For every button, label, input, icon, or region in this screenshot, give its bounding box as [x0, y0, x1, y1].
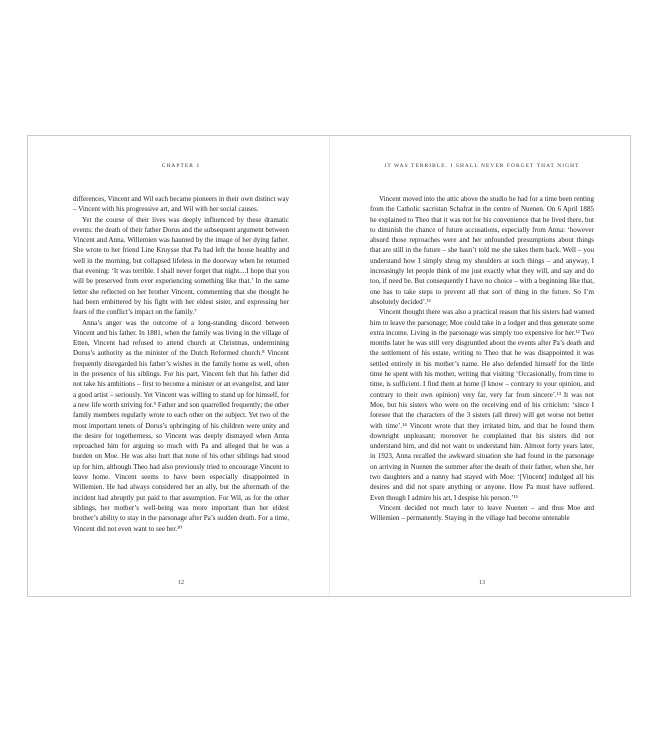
body-text — [73, 194, 289, 534]
body-text — [370, 194, 594, 524]
running-head: CHAPTER 1 — [161, 163, 201, 169]
book-spread — [27, 135, 631, 597]
paragraph: Anna’s anger was the outcome of a long-standing discord between Vincent and his father. In 1881, when the family was living in the village of Etten, Vincent had refused to attend church at Christmas, undermining Dorus’s authority as the minister of the Dutch Reformed church.⁸ Vincent frequently disregarded his father’s wishes in the family home as well, often in the presence of his siblings. For his part, Vincent felt that his father did not take his ambitions – first to become a minister or an evangelist, and later a good artist – seriously. Yet Vincent was willing to stand up for himself, for a new life worth striving for.⁹ Father and son quarrelled frequently; the other family members regularly wrote to each other on the subject. Yet two of the most important tenets of Dorus’s upbringing of his children were unity and the desire for togetherness, so Vincent was deeply dismayed when Anna reproached him for arguing so much with Pa and alleged that he was a burden on Moe. He was also hurt that none of his other siblings had stood up for him, although Theo had also previously tried to encourage Vincent to leave home. Vincent seems to have been especially disappointed in Willemien. He had always considered her an ally, but the aftermath of the incident had abruptly put paid to that assumption. For Wil, as for the other siblings, her mother’s well-being was more important than her eldest brother’s ability to stay in the parsonage after Pa’s sudden death. For a time, Vincent did not even want to see her.¹⁰ — [73, 318, 289, 533]
paragraph: Vincent thought there was also a practical reason that his sisters had wanted him to leave the parsonage; Moe could take in a lodger and thus generate some extra income. Living in the parsonage was simply too expensive for her.¹² Two months later he was still very disgruntled about the events after Pa’s death and the settlement of his estate, writing to Theo that he was disappointed it was settled entirely in his mother’s name. He also defended himself for the little time he spent with his mother, writing that visiting ‘Occasionally, from time to time, is sufficient. I find them at home (I know – contrary to your opinion, and contrary to their own opinion) very far, very far from sincere’.¹³ It was not Moe, but his sisters who were on the receiving end of his criticism: ‘since I foresee that the characters of the 3 sisters (all three) will get worse not better with time’.¹⁴ Vincent wrote that they irritated him, and that he found them downright unpleasant; moreover he complained that his sisters did not understand him, and did not want to understand him. Almost forty years later, in 1923, Anna recalled the awkward situation she had found in the parsonage on arriving in Nuenen the summer after the death of their father, when she, her two daughters and a nanny had stayed with Moe: ‘[Vincent] indulged all his desires and did not spare anything or anyone. How Pa must have suffered. Even though I admire his art, I despise his person.’¹⁵ — [370, 308, 594, 502]
paragraph: Vincent decided not much later to leave Nuenen – and thus Moe and Willemien – permanently. Staying in the village had become untenable — [370, 503, 594, 523]
left-page — [28, 136, 329, 596]
page-number: 13 — [479, 580, 485, 586]
right-page — [330, 136, 631, 596]
paragraph: Yet the course of their lives was deeply influenced by these dramatic events: the death of their father Dorus and the subsequent argument between Vincent and Anna. Willemien was haunted by the image of her dying father. She wrote to her friend Line Kruysse that Pa had left the house healthy and well in the morning, but collapsed lifeless in the doorway when he returned that evening: ‘It was terrible. I shall never forget that night....I hope that you will be preserved from ever experiencing something like that.’ In the same letter she reflected on her brother Vincent, commenting that she thought he had been embittered by his fight with her eldest sister, and expressing her fears of the conflict’s impact on the family.⁷ — [73, 215, 289, 317]
running-head: IT WAS TERRIBLE. I SHALL NEVER FORGET THAT NIGHT — [384, 163, 580, 169]
paragraph: Vincent moved into the attic above the studio he had for a time been renting from the Catholic sacristan Schafrat in the centre of Nuenen. On 6 April 1885 he explained to Theo that it was not for his convenience that he lived there, but to diminish the chance of future accusations, especially from Anna: ‘however absurd those reproaches were and her unfounded presumptions about things that are still in the future – she hasn’t told me she takes them back. Well – you understand how I simply shrug my shoulders at such things – and anyway, I increasingly let people think of me just exactly what they will, and say and do too, if need be. But consequently I have no choice – with a beginning like that, one has to take steps to prevent all that sort of thing in the future. So I’m absolutely decided’.¹¹ — [370, 195, 594, 306]
page-number: 12 — [178, 580, 184, 586]
paragraph: differences, Vincent and Wil each became pioneers in their own distinct way – Vincent with his progressive art, and Wil with her social causes. — [73, 195, 289, 214]
